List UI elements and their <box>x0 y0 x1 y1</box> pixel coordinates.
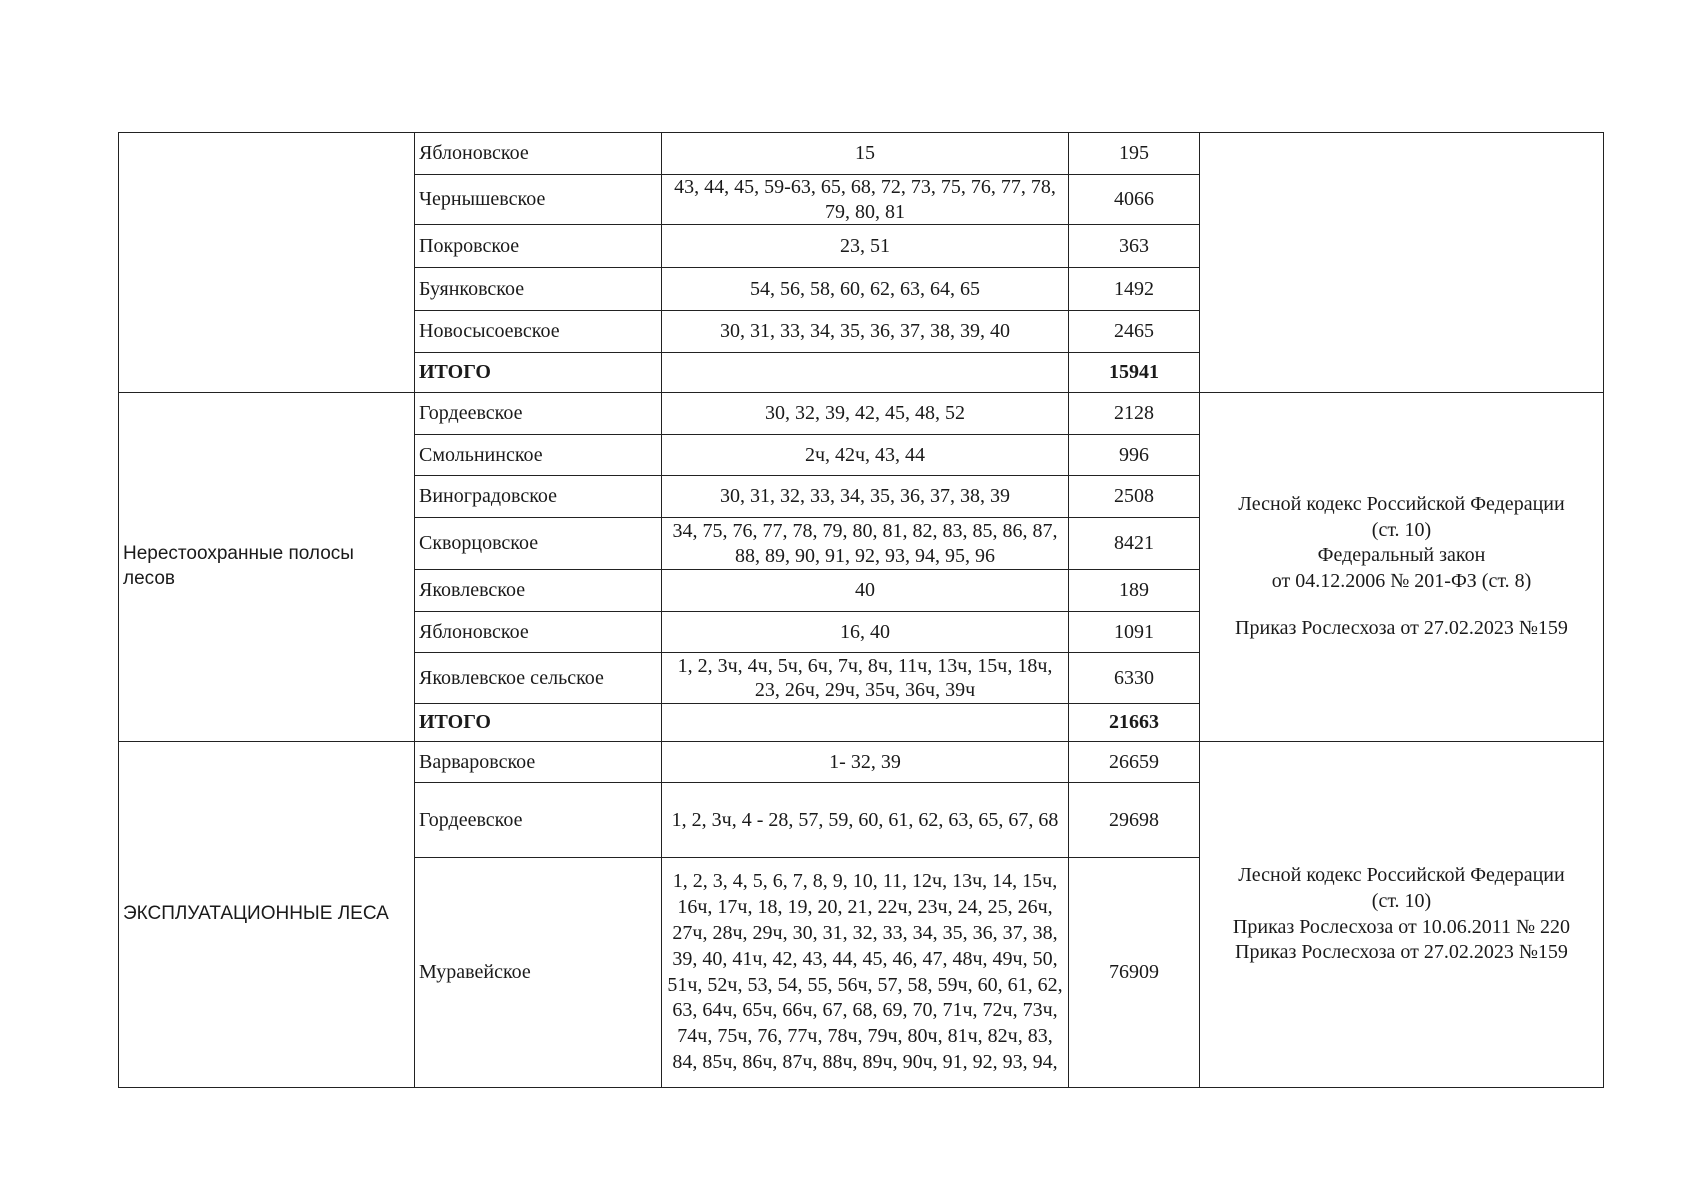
total-value: 21663 <box>1069 704 1200 742</box>
district-name: Муравейское <box>415 858 662 1088</box>
basis-line: Федеральный закон <box>1317 544 1486 567</box>
legal-basis <box>1200 393 1604 742</box>
basis-line: от 04.12.2006 № 201-ФЗ (ст. 8) <box>1271 569 1532 592</box>
quarter-numbers: 1- 32, 39 <box>662 742 1069 783</box>
area-value: 2508 <box>1069 476 1200 518</box>
basis-line: Приказ Рослесхоза от 10.06.2011 № 220 <box>1232 915 1571 938</box>
district-name: Гордеевское <box>415 393 662 435</box>
table-row <box>119 133 1604 175</box>
quarter-numbers: 2ч, 42ч, 43, 44 <box>662 435 1069 476</box>
district-name: Смольнинское <box>415 435 662 476</box>
total-value: 15941 <box>1069 353 1200 393</box>
quarter-numbers-empty <box>662 353 1069 393</box>
quarter-numbers: 30, 32, 39, 42, 45, 48, 52 <box>662 393 1069 435</box>
district-name: Яблоновское <box>415 133 662 175</box>
district-name: Покровское <box>415 225 662 268</box>
area-value: 1091 <box>1069 612 1200 653</box>
total-label: ИТОГО <box>415 704 662 742</box>
basis-line: Приказ Рослесхоза от 27.02.2023 №159 <box>1235 617 1568 640</box>
quarter-numbers: 43, 44, 45, 59-63, 65, 68, 72, 73, 75, 76, 77, 78, 79, 80, 81 <box>662 175 1069 225</box>
category-name: ЭКСПЛУАТАЦИОННЫЕ ЛЕСА <box>119 742 415 1088</box>
legal-basis <box>1200 742 1604 1088</box>
basis-line: Лесной кодекс Российской Федерации <box>1238 493 1565 516</box>
category-cell-continued <box>119 133 415 393</box>
area-value: 29698 <box>1069 783 1200 858</box>
district-name: Скворцовское <box>415 518 662 570</box>
area-value: 996 <box>1069 435 1200 476</box>
area-value: 2128 <box>1069 393 1200 435</box>
quarter-numbers: 40 <box>662 570 1069 612</box>
area-value: 363 <box>1069 225 1200 268</box>
table-row <box>119 742 1604 783</box>
quarter-numbers: 16, 40 <box>662 612 1069 653</box>
basis-line: (ст. 10) <box>1371 889 1432 912</box>
table-row <box>119 393 1604 435</box>
district-name: Яковлевское <box>415 570 662 612</box>
area-value: 4066 <box>1069 175 1200 225</box>
district-name: Гордеевское <box>415 783 662 858</box>
quarter-numbers: 54, 56, 58, 60, 62, 63, 64, 65 <box>662 268 1069 311</box>
area-value: 195 <box>1069 133 1200 175</box>
district-name: Яковлевское сельское <box>415 653 662 704</box>
area-value: 189 <box>1069 570 1200 612</box>
spacer <box>1204 594 1599 616</box>
quarter-numbers: 23, 51 <box>662 225 1069 268</box>
area-value: 6330 <box>1069 653 1200 704</box>
area-value: 1492 <box>1069 268 1200 311</box>
basis-cell-continued <box>1200 133 1604 393</box>
area-value: 76909 <box>1069 858 1200 1088</box>
district-name: Новосысоевское <box>415 311 662 353</box>
quarter-numbers: 30, 31, 32, 33, 34, 35, 36, 37, 38, 39 <box>662 476 1069 518</box>
quarter-numbers: 1, 2, 3ч, 4ч, 5ч, 6ч, 7ч, 8ч, 11ч, 13ч, 15ч, 18ч, 23, 26ч, 29ч, 35ч, 36ч, 39ч <box>662 653 1069 704</box>
forest-table <box>118 132 1604 1088</box>
district-name: Яблоновское <box>415 612 662 653</box>
basis-line: (ст. 10) <box>1371 518 1432 541</box>
district-name: Буянковское <box>415 268 662 311</box>
area-value: 8421 <box>1069 518 1200 570</box>
basis-line: Лесной кодекс Российской Федерации <box>1238 864 1565 887</box>
category-name: Нерестоохранные полосы лесов <box>119 393 415 742</box>
quarter-numbers-empty <box>662 704 1069 742</box>
quarter-numbers: 15 <box>662 133 1069 175</box>
area-value: 2465 <box>1069 311 1200 353</box>
quarter-numbers: 1, 2, 3ч, 4 - 28, 57, 59, 60, 61, 62, 63, 65, 67, 68 <box>662 783 1069 858</box>
district-name: Варваровское <box>415 742 662 783</box>
quarter-numbers: 34, 75, 76, 77, 78, 79, 80, 81, 82, 83, 85, 86, 87, 88, 89, 90, 91, 92, 93, 94, 95, 96 <box>662 518 1069 570</box>
district-name: Чернышевское <box>415 175 662 225</box>
area-value: 26659 <box>1069 742 1200 783</box>
basis-line: Приказ Рослесхоза от 27.02.2023 №159 <box>1235 941 1568 964</box>
total-label: ИТОГО <box>415 353 662 393</box>
district-name: Виноградовское <box>415 476 662 518</box>
quarter-numbers: 30, 31, 33, 34, 35, 36, 37, 38, 39, 40 <box>662 311 1069 353</box>
quarter-numbers: 1, 2, 3, 4, 5, 6, 7, 8, 9, 10, 11, 12ч, 13ч, 14, 15ч, 16ч, 17ч, 18, 19, 20, 21, 22ч, 23ч, 24, 25, 26ч, 27ч, 28ч, 29ч, 30, 31, 32, 33, 34, 35, 36, 37, 38, 39, 40, 41ч, 42, 43, 44, 45, 46, 47, 48ч, 49ч, 50, 51ч, 52ч, 53, 54, 55, 56ч, 57, 58, 59ч, 60, 61, 62, 63, 64ч, 65ч, 66ч, 67, 68, 69, 70, 71ч, 72ч, 73ч, 74ч, 75ч, 76, 77ч, 78ч, 79ч, 80ч, 81ч, 82ч, 83, 84, 85ч, 86ч, 87ч, 88ч, 89ч, 90ч, 91, 92, 93, 94, <box>662 858 1069 1088</box>
